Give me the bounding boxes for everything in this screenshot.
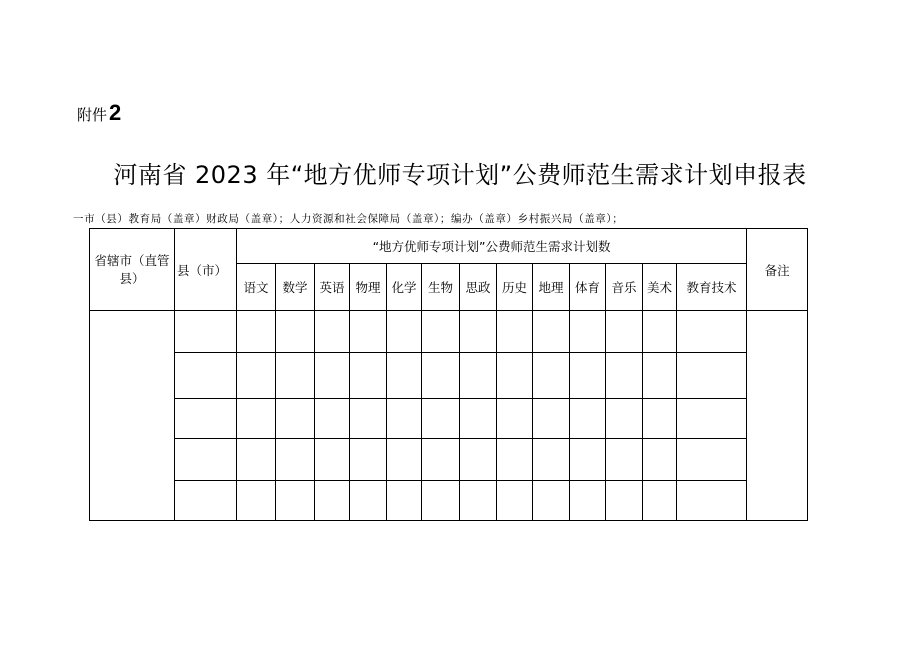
table-cell[interactable] — [315, 481, 350, 521]
table-cell[interactable] — [350, 353, 387, 399]
header-county: 县（市） — [175, 229, 237, 311]
remarks-cell[interactable] — [747, 311, 808, 521]
table-cell[interactable] — [677, 481, 747, 521]
table-cell[interactable] — [497, 353, 533, 399]
subject-header: 美术 — [643, 264, 677, 311]
attachment-label — [77, 100, 121, 126]
table-cell[interactable] — [387, 353, 422, 399]
subject-header: 物理 — [350, 264, 387, 311]
subject-header: 地理 — [533, 264, 570, 311]
table-cell[interactable] — [315, 311, 350, 353]
header-city: 省辖市（直管县） — [90, 229, 175, 311]
table-cell[interactable] — [276, 439, 315, 481]
table-cell[interactable] — [387, 311, 422, 353]
header-group: “地方优师专项计划”公费师范生需求计划数 — [237, 229, 747, 264]
subject-header: 体育 — [570, 264, 606, 311]
table-cell[interactable] — [237, 311, 276, 353]
page-title: 河南省 2023 年“地方优师专项计划”公费师范生需求计划申报表 — [113, 161, 807, 189]
table-cell[interactable] — [237, 353, 276, 399]
table-row — [90, 311, 808, 353]
attachment-number: 2 — [109, 100, 122, 125]
table-cell[interactable] — [350, 481, 387, 521]
table-cell[interactable] — [237, 439, 276, 481]
table-cell[interactable] — [533, 311, 570, 353]
table-cell[interactable] — [237, 399, 276, 439]
table-cell[interactable] — [175, 481, 237, 521]
table-cell[interactable] — [315, 353, 350, 399]
subject-header: 英语 — [315, 264, 350, 311]
table-cell[interactable] — [460, 439, 497, 481]
table-cell[interactable] — [606, 481, 643, 521]
table-cell[interactable] — [606, 311, 643, 353]
table-cell[interactable] — [175, 399, 237, 439]
table-row — [90, 399, 808, 439]
subject-header: 思政 — [460, 264, 497, 311]
table-cell[interactable] — [643, 353, 677, 399]
table-cell[interactable] — [643, 481, 677, 521]
table-cell[interactable] — [677, 399, 747, 439]
table-cell[interactable] — [677, 353, 747, 399]
table-cell[interactable] — [350, 439, 387, 481]
table-cell[interactable] — [533, 439, 570, 481]
table-cell[interactable] — [387, 481, 422, 521]
table-cell[interactable] — [387, 399, 422, 439]
table-cell[interactable] — [422, 481, 460, 521]
table-cell[interactable] — [422, 353, 460, 399]
table-cell[interactable] — [350, 399, 387, 439]
stamp-line: 一市（县）教育局（盖章）财政局（盖章）；人力资源和社会保障局（盖章）；编办（盖章）乡村振兴局（盖章）； — [73, 213, 624, 225]
table-cell[interactable] — [570, 481, 606, 521]
subject-header: 化学 — [387, 264, 422, 311]
table-cell[interactable] — [350, 311, 387, 353]
table-cell[interactable] — [677, 311, 747, 353]
table-cell[interactable] — [497, 439, 533, 481]
table-cell[interactable] — [570, 353, 606, 399]
table-cell[interactable] — [315, 439, 350, 481]
table-cell[interactable] — [643, 399, 677, 439]
subject-header: 历史 — [497, 264, 533, 311]
table-row — [90, 481, 808, 521]
table-cell[interactable] — [533, 481, 570, 521]
table-cell[interactable] — [276, 311, 315, 353]
table-cell[interactable] — [497, 399, 533, 439]
table-cell[interactable] — [677, 439, 747, 481]
table-cell[interactable] — [460, 399, 497, 439]
table-cell[interactable] — [175, 311, 237, 353]
table-cell[interactable] — [175, 439, 237, 481]
table-cell[interactable] — [570, 311, 606, 353]
table-cell[interactable] — [276, 353, 315, 399]
table-cell[interactable] — [422, 311, 460, 353]
table-row — [90, 353, 808, 399]
header-remarks: 备注 — [747, 229, 808, 311]
table-cell[interactable] — [533, 399, 570, 439]
city-cell[interactable] — [90, 311, 175, 521]
table-cell[interactable] — [606, 399, 643, 439]
table-cell[interactable] — [606, 353, 643, 399]
table-cell[interactable] — [460, 481, 497, 521]
table-cell[interactable] — [460, 311, 497, 353]
table-cell[interactable] — [570, 439, 606, 481]
subject-header: 数学 — [276, 264, 315, 311]
table-cell[interactable] — [387, 439, 422, 481]
table-cell[interactable] — [315, 399, 350, 439]
attachment-text: 附件 — [77, 106, 108, 124]
table-cell[interactable] — [570, 399, 606, 439]
table-cell[interactable] — [422, 439, 460, 481]
table-cell[interactable] — [606, 439, 643, 481]
table-row — [90, 439, 808, 481]
table-cell[interactable] — [460, 353, 497, 399]
table-cell[interactable] — [497, 481, 533, 521]
table-cell[interactable] — [422, 399, 460, 439]
subject-header: 教育技术 — [677, 264, 747, 311]
table-cell[interactable] — [175, 353, 237, 399]
table-cell[interactable] — [497, 311, 533, 353]
demand-plan-table — [89, 228, 808, 521]
subject-header: 生物 — [422, 264, 460, 311]
table-cell[interactable] — [643, 439, 677, 481]
table-cell[interactable] — [276, 399, 315, 439]
subject-header: 音乐 — [606, 264, 643, 311]
table-cell[interactable] — [643, 311, 677, 353]
table-cell[interactable] — [276, 481, 315, 521]
table-cell[interactable] — [533, 353, 570, 399]
table-cell[interactable] — [237, 481, 276, 521]
subject-header: 语文 — [237, 264, 276, 311]
